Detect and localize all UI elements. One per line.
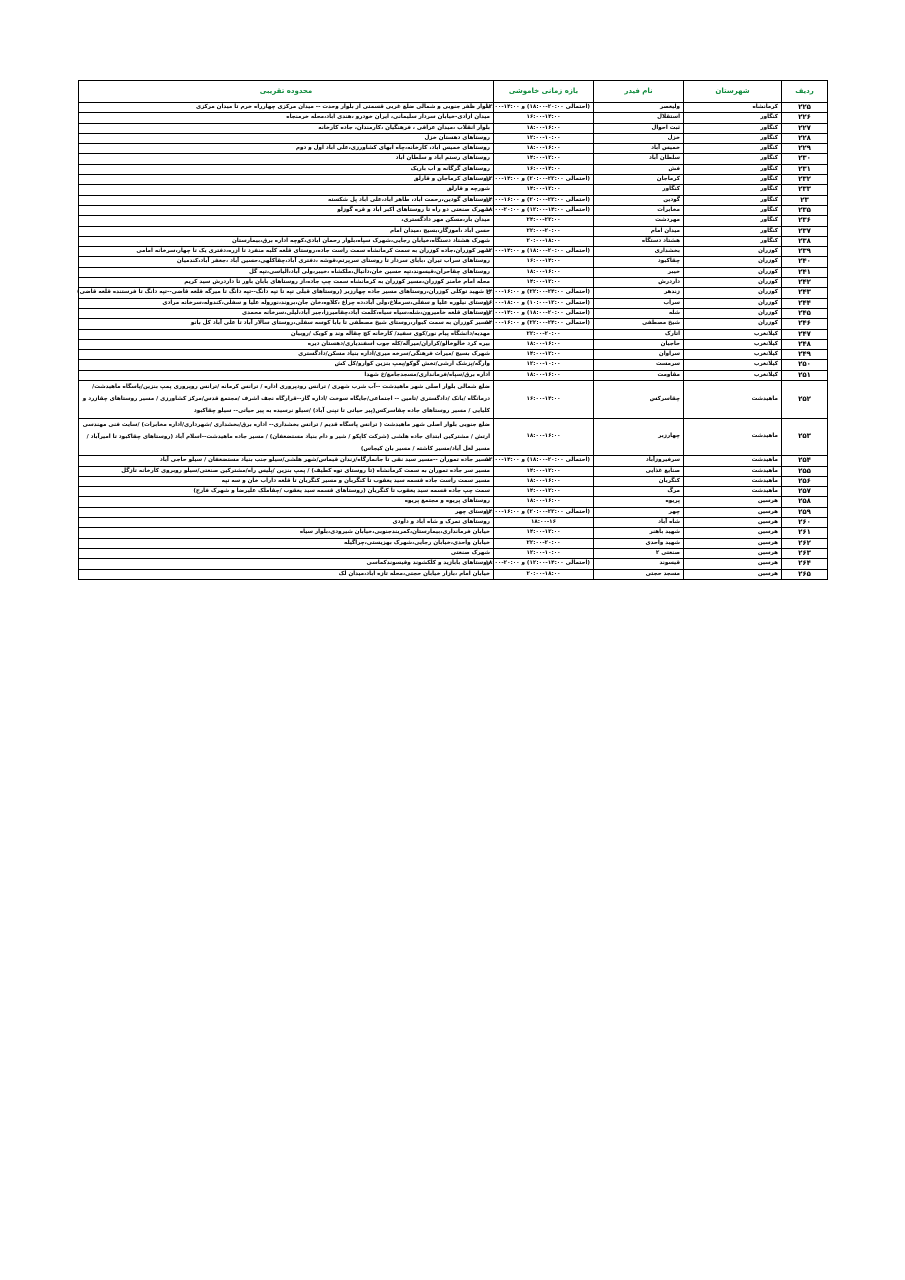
cell-area: سمت چپ جاده قسمه سید یعقوب تا کنگربان (روستاهای قسمه سید یعقوب /چقاملک علیرضا و شهرک فارج) — [79, 487, 494, 497]
cell-radif: ۲۶۱ — [782, 528, 828, 538]
cell-city: کوزران — [684, 319, 782, 329]
table-body — [79, 103, 828, 580]
cell-city: کیلانغرب — [684, 360, 782, 370]
table-row — [79, 216, 828, 226]
cell-area: مهدیه/دانشگاه پیام نور/کوی سفید/ کارخانه کچ چقاله وند و کوبک /روبیان — [79, 329, 494, 339]
cell-feeder: مخابرات — [594, 205, 684, 215]
cell-time: ۱۲:۰۰-۱۰:۰۰ — [494, 548, 594, 558]
cell-area: مسیر سر جاده تموران به سمت کرمانشاه (تا روستای توه کطیف) / پمپ بنزین /پلیس راه/مشترکین صنعتی/سیلو روبروی کارخانه تازگل — [79, 466, 494, 476]
cell-time: ۱۸:۰۰-۱۶:۰۰ — [494, 144, 594, 154]
cell-radif: ۲۴۲ — [782, 278, 828, 288]
cell-radif: ۲۴۹ — [782, 350, 828, 360]
table-row — [79, 154, 828, 164]
cell-radif: ۲۶۲ — [782, 538, 828, 548]
cell-radif: ۲۳ — [782, 195, 828, 205]
table-row — [79, 205, 828, 215]
cell-feeder: بخشداری — [594, 247, 684, 257]
cell-feeder: خیبر — [594, 267, 684, 277]
outage-table — [78, 80, 828, 580]
cell-radif: ۲۴۴ — [782, 298, 828, 308]
cell-time: ۱۴:۰۰-۱۲:۰۰ — [494, 185, 594, 195]
cell-city: ماهیدشت — [684, 418, 782, 456]
cell-radif: ۲۴۳ — [782, 288, 828, 298]
cell-time: ۲۲:۰۰-۲۰:۰۰ — [494, 329, 594, 339]
cell-area: میدان بار،مسکن مهر دادگستری، — [79, 216, 494, 226]
cell-radif: ۲۳۸ — [782, 236, 828, 246]
cell-time: ۱۶:۰۰-۱۴:۰۰ — [494, 164, 594, 174]
cell-area: روستاهای رستم اباد و سلطان اباد — [79, 154, 494, 164]
table-row — [79, 548, 828, 558]
table-row — [79, 381, 828, 419]
table-row — [79, 476, 828, 486]
cell-radif: ۲۶۳ — [782, 548, 828, 558]
table-row — [79, 236, 828, 246]
table-row — [79, 339, 828, 349]
cell-city: کنگاور — [684, 123, 782, 133]
cell-feeder: سراب — [594, 298, 684, 308]
cell-feeder: چهارزبر — [594, 418, 684, 456]
cell-time: ۱۴:۰۰-۱۲:۰۰ — [494, 278, 594, 288]
cell-radif: ۲۵۲ — [782, 381, 828, 419]
table-row — [79, 267, 828, 277]
cell-radif: ۲۵۳ — [782, 418, 828, 456]
cell-city: کنگاور — [684, 113, 782, 123]
cell-time: ۱۸:۰۰-۱۶:۰۰ — [494, 339, 594, 349]
table-row — [79, 329, 828, 339]
cell-city: کوزران — [684, 288, 782, 298]
cell-area: روستاهای سراب تیران ،بابای سردار تا روستای سرپرتم،قوشه ،دفتری آباد،چقاکلهی،حسین آباد ،جعفر آباد،کندمیان — [79, 257, 494, 267]
cell-radif: ۲۶۵ — [782, 569, 828, 579]
table-row — [79, 538, 828, 548]
cell-radif: ۲۵۵ — [782, 466, 828, 476]
cell-radif: ۲۳۱ — [782, 164, 828, 174]
cell-time: ۱۸:۰۰-۱۶:۰۰ — [494, 418, 594, 456]
cell-time: ۱۲:۰۰-۱۰:۰۰ — [494, 133, 594, 143]
cell-city: کیلانغرب — [684, 370, 782, 380]
cell-feeder: مقاومت — [594, 370, 684, 380]
cell-time: ۱۸:۰۰-۱۶:۰۰ — [494, 370, 594, 380]
cell-radif: ۲۳۲ — [782, 175, 828, 185]
cell-feeder: کنگاور — [594, 185, 684, 195]
cell-area: شهرک هشتاد دستگاه،خیابان رجایی،شهرک سپاه،بلوار رحمان ابادی،کوچه اداره برق،بیمارستان — [79, 236, 494, 246]
cell-feeder: خمیس آباد — [594, 144, 684, 154]
cell-city: هرسین — [684, 569, 782, 579]
cell-feeder: ثبت احوال — [594, 123, 684, 133]
header-area: محدوده تقریبی — [79, 81, 494, 103]
cell-area: خ شهید توکلی کوزران،روستاهای مسیر جاده چهارزبر (روستاهای قبلی تپه تا تپه دانگ--تپه دانگ تا میرگه قلعه قاضی--تپه دانگ تا فرستنده قلعه قاضی) — [79, 288, 494, 298]
cell-area: روستاهای دهستان خزل — [79, 133, 494, 143]
cell-area: شهرک صنعتی — [79, 548, 494, 558]
cell-feeder: پریوه — [594, 497, 684, 507]
cell-city: کنگاور — [684, 133, 782, 143]
cell-feeder: مهردشت — [594, 216, 684, 226]
cell-area: اداره برق/سپاه/فرمانداری/مسجدجامع/خ شهدا — [79, 370, 494, 380]
table-row — [79, 497, 828, 507]
cell-radif: ۲۳۹ — [782, 247, 828, 257]
cell-radif: ۲۴۷ — [782, 329, 828, 339]
table-row — [79, 226, 828, 236]
table-row — [79, 308, 828, 318]
cell-area: روستاهای پریوه و مجتمع پریوه — [79, 497, 494, 507]
cell-city: کوزران — [684, 257, 782, 267]
cell-time: ۲۰:۰۰-۱۸:۰۰ — [494, 569, 594, 579]
cell-feeder: شهید واحدی — [594, 538, 684, 548]
table-row — [79, 466, 828, 476]
cell-time: (احتمالی ۱۲:۰۰-۱۰:۰۰) و ۱۸:۰۰-۱۶:۰۰ — [494, 298, 594, 308]
cell-radif: ۲۵۸ — [782, 497, 828, 507]
cell-city: ماهیدشت — [684, 381, 782, 419]
header-row — [79, 81, 828, 103]
cell-city: کنگاور — [684, 205, 782, 215]
cell-time: ۱۶:۰۰-۱۴:۰۰ — [494, 257, 594, 267]
cell-time: ۱۸:۰۰-۱۶:۰۰ — [494, 476, 594, 486]
cell-area: روستاهای قلعه خامیرون،شله،سیاه سیاه،کلمت آباد،چقامیرزا،جبر آباد،لیلی،سرخانه محمدی — [79, 308, 494, 318]
cell-city: هرسین — [684, 528, 782, 538]
cell-time: (احتمالی ۲۲:۰۰-۲۰:۰۰) و ۱۶:۰۰-۱۴:۰۰ — [494, 507, 594, 517]
cell-time: ۱۸:۰۰-۱۶:۰۰ — [494, 497, 594, 507]
table-row — [79, 247, 828, 257]
table-row — [79, 559, 828, 569]
cell-city: کرمانشاه — [684, 103, 782, 113]
table-row — [79, 350, 828, 360]
cell-area: بیره کرد خالوخالو/کراران/میرآله/کله جوب اسفندیاری/دهستان دیره — [79, 339, 494, 349]
cell-feeder: هشتاد دستگاه — [594, 236, 684, 246]
cell-radif: ۲۴۵ — [782, 308, 828, 318]
table-row — [79, 278, 828, 288]
table-row — [79, 487, 828, 497]
cell-city: کوزران — [684, 308, 782, 318]
cell-feeder: میدان امام — [594, 226, 684, 236]
cell-radif: ۲۴۱ — [782, 267, 828, 277]
cell-area: روستاهای کرماجان و قارلق — [79, 175, 494, 185]
cell-city: هرسین — [684, 538, 782, 548]
cell-radif: ۲۲۸ — [782, 133, 828, 143]
table-row — [79, 144, 828, 154]
cell-city: کوزران — [684, 247, 782, 257]
cell-feeder: مسجد حجتی — [594, 569, 684, 579]
cell-radif: ۲۴۰ — [782, 257, 828, 267]
header-city: شهرستان — [684, 81, 782, 103]
cell-radif: ۲۳۵ — [782, 205, 828, 215]
cell-city: کوزران — [684, 278, 782, 288]
cell-feeder: کنگربان — [594, 476, 684, 486]
cell-time: ۱۴:۰۰-۱۲:۰۰ — [494, 154, 594, 164]
cell-time: ۱۴:۰۰-۱۲:۰۰ — [494, 528, 594, 538]
cell-radif: ۲۶۴ — [782, 559, 828, 569]
cell-time: ۲۲:۰۰-۲۰:۰۰ — [494, 538, 594, 548]
cell-city: کیلانغرب — [684, 339, 782, 349]
cell-city: ماهیدشت — [684, 456, 782, 466]
cell-city: هرسین — [684, 497, 782, 507]
cell-feeder: شهید باهنر — [594, 528, 684, 538]
cell-time: ۱۶:۰۰-۱۴:۰۰ — [494, 381, 594, 419]
cell-time: ۱۴:۰۰-۱۲:۰۰ — [494, 350, 594, 360]
cell-feeder: اتارک — [594, 329, 684, 339]
header-feeder: نام فیدر — [594, 81, 684, 103]
table-row — [79, 507, 828, 517]
cell-city: ماهیدشت — [684, 476, 782, 486]
cell-time: ۱۶:۰۰-۱۴:۰۰ — [494, 113, 594, 123]
cell-area: روستاهای بابازید و کلکشوند وقیسوندکماسی — [79, 559, 494, 569]
cell-feeder: ولیعصر — [594, 103, 684, 113]
cell-area: مسیر کوزران به سمت کبوار،روستای شیخ مصطفی تا بابا کوسه سفلی،روستای سالار آباد تا علی آباد کل بانو — [79, 319, 494, 329]
table-row — [79, 319, 828, 329]
cell-time: (احتمالی ۲۲:۰۰-۲۰:۰۰) و ۱۶:۰۰-۱۴:۰۰ — [494, 195, 594, 205]
cell-city: ماهیدشت — [684, 487, 782, 497]
table-row — [79, 113, 828, 123]
cell-city: کنگاور — [684, 236, 782, 246]
cell-time: (احتمالی ۱۴:۰۰-۱۲:۰۰) و ۲۰:۰۰-۱۸:۰۰ — [494, 205, 594, 215]
cell-radif: ۲۵۹ — [782, 507, 828, 517]
cell-city: کنگاور — [684, 216, 782, 226]
cell-feeder: قیسوند — [594, 559, 684, 569]
table-row — [79, 456, 828, 466]
cell-feeder: زندهر — [594, 288, 684, 298]
cell-area: میدان ازادی-خیابان سردار سلیمانی، ایران خودرو ،هندی اباد،محله خرمنجاه — [79, 113, 494, 123]
cell-city: کنگاور — [684, 195, 782, 205]
cell-city: هرسین — [684, 559, 782, 569]
cell-time: ۱۸:۰۰-۱۶ — [494, 518, 594, 528]
cell-radif: ۲۲۶ — [782, 113, 828, 123]
cell-area: شهرک صنعتی دو راه تا روستاهای اکبر اباد و قره گوزلو — [79, 205, 494, 215]
cell-time: ۱۴:۰۰-۱۲:۰۰ — [494, 487, 594, 497]
cell-area: ضلع شمالی بلوار اصلی شهر ماهیدشت --آب شرب شهری / ترانس رودپروری اداره / ترانس کرمانه /ترانس روپروری پمپ بنزین/پاسگاه ماهیدشت/ درمانگاه /بانک /دادگستری /تامین -- اجتماعی/جایگاه سوخت /اداره گاز--قرارگاه نجف اشرف /مجتمع قدس/مرکز کشاورزی / مسیر روستاهای چقازرد و کلیایی / مسیر روستاهای جاده چقاسرکس(پیر حیاتی تا تپنی آباد) /سیلو نرسیده به پیر حیاتی-- سیلو چقاکبود — [79, 381, 494, 419]
cell-feeder: سراوان — [594, 350, 684, 360]
cell-time: (احتمالی ۲۴:۰۰-۲۲:۰۰) و ۱۶:۰۰-۱۴:۰۰ — [494, 319, 594, 329]
cell-area: شهر کوزران،جاده کوزران به سمت کرمانشاه سمت راست جاده،روستای قلعه کلبه منفرد تا ازره،دفتری یک تا چهار،سرخانه امامی — [79, 247, 494, 257]
table-row — [79, 175, 828, 185]
cell-area: ضلع جنوبی بلوار اصلی شهر ماهیدشت ( ترانس پاسگاه قدیم / ترانس بخشداری-- اداره برق/بخشداری /شهرداری/اداره مخابرات) /سایت فنی مهندسی ارتش / مشترکین ابتدای جاده هلشی (شرکت کاپکو / شیر و دام بنیاد مستضعفان) / مسیر جاده ماهیدشت--اسلام آباد (روستاهای چقاکبود تا امیرآباد / مسیر لعل آباد/مسیر کاشته / مسیر بان کیجاس) — [79, 418, 494, 456]
cell-area: حسن اباد ،اموزگار،بسیج ،میدان امام — [79, 226, 494, 236]
cell-feeder: مرگ — [594, 487, 684, 497]
cell-feeder: چهر — [594, 507, 684, 517]
cell-feeder: صنایع غذایی — [594, 466, 684, 476]
cell-area: بلوار ظفر جنوبی و شمالی ضلع غربی قسمتی از بلوار وحدت -- میدان مرکزی چهارراه خرم تا میدان مرکزی — [79, 103, 494, 113]
cell-radif: ۲۳۳ — [782, 185, 828, 195]
cell-radif: ۲۲۵ — [782, 103, 828, 113]
cell-time: ۲۴:۰۰-۲۲:۰۰ — [494, 216, 594, 226]
cell-radif: ۲۳۷ — [782, 226, 828, 236]
cell-area: روستاهای گرگانه و اب باریک — [79, 164, 494, 174]
cell-area: روستای چهر — [79, 507, 494, 517]
cell-time: ۲۲:۰۰-۲۰:۰۰ — [494, 226, 594, 236]
cell-city: کنگاور — [684, 164, 782, 174]
cell-city: هرسین — [684, 518, 782, 528]
outage-schedule-sheet — [78, 80, 827, 580]
cell-area: خیابان امام ،بازار خیابان حجتی،محله تازه اباد،میدان لک — [79, 569, 494, 579]
table-row — [79, 518, 828, 528]
cell-time: (احتمالی ۱۴:۰۰-۱۲:۰۰) و ۲۰:۰۰-۱۸:۰۰ — [494, 559, 594, 569]
cell-radif: ۲۵۶ — [782, 476, 828, 486]
cell-area: محله امام خامنر کوزران،مسیر کوزران به کرمانشاه سمت چپ جاده،از روستاهای بابان باور تا داردرش سید کریم — [79, 278, 494, 288]
table-row — [79, 418, 828, 456]
cell-city: کنگاور — [684, 144, 782, 154]
cell-feeder: چقاکبود — [594, 257, 684, 267]
cell-time: ۱۴:۰۰-۱۲:۰۰ — [494, 466, 594, 476]
cell-city: هرسین — [684, 507, 782, 517]
cell-feeder: حاجیان — [594, 339, 684, 349]
cell-area: مسیر سمت راست جاده قسمه سید یعقوب تا کنگربان و مسیر کنگربان تا قلعه داراب خان و سه تپه — [79, 476, 494, 486]
cell-area: بلوار انقلاب ،میدان عراقی ، فرهنگیان ،کارمندان، جاده کارخانه — [79, 123, 494, 133]
cell-feeder: گودین — [594, 195, 684, 205]
cell-time: (احتمالی ۲۰:۰۰-۱۸:۰۰) و ۱۴:۰۰-۱۲:۰۰ — [494, 103, 594, 113]
cell-area: مسیر جاده تموران --مسیر سید نقی تا جانمارگاه/زندان قیماس/شهر هلشی/سیلو جنب بنیاد مستضعفان / سیلو حاجی آباد — [79, 456, 494, 466]
cell-city: کیلانغرب — [684, 350, 782, 360]
table-row — [79, 103, 828, 113]
cell-time: ۱۸:۰۰-۱۶:۰۰ — [494, 267, 594, 277]
table-row — [79, 370, 828, 380]
cell-time: (احتمالی ۲۲:۰۰-۲۰:۰۰) و ۱۴:۰۰-۱۲:۰۰ — [494, 175, 594, 185]
table-row — [79, 164, 828, 174]
cell-feeder: خزل — [594, 133, 684, 143]
cell-radif: ۲۵۱ — [782, 370, 828, 380]
cell-city: کنگاور — [684, 185, 782, 195]
cell-area: روستای نیلوره علیا و سفلی،سرملاخ،ولی آباد،ده چراغ ،کلاوه،خان جان،بروند،نوروله علیا و سفلی،کندوله،سرخانه مرادی — [79, 298, 494, 308]
cell-area: روستاهای خمیس اباد، کارخانه،چاه ابهای کشاورزی،علی اباد اول و دوم — [79, 144, 494, 154]
cell-radif: ۲۶۰ — [782, 518, 828, 528]
cell-city: کنگاور — [684, 175, 782, 185]
cell-feeder: چقاسرکس — [594, 381, 684, 419]
cell-radif: ۲۵۰ — [782, 360, 828, 370]
cell-feeder: شله — [594, 308, 684, 318]
table-row — [79, 185, 828, 195]
cell-city: ماهیدشت — [684, 466, 782, 476]
table-row — [79, 288, 828, 298]
cell-time: (احتمالی ۲۴:۰۰-۲۲:۰۰) و ۱۶:۰۰-۱۴:۰۰ — [494, 288, 594, 298]
cell-area: روستاهای تمرک و شاه اباد و داودی — [79, 518, 494, 528]
cell-feeder: سرمست — [594, 360, 684, 370]
cell-time: (احتمالی ۲۰:۰۰-۱۸:۰۰) و ۱۴:۰۰-۱۲:۰۰ — [494, 247, 594, 257]
cell-feeder: فش — [594, 164, 684, 174]
cell-radif: ۲۵۷ — [782, 487, 828, 497]
cell-city: کیلانغرب — [684, 329, 782, 339]
cell-city: کنگاور — [684, 226, 782, 236]
table-row — [79, 528, 828, 538]
table-row — [79, 257, 828, 267]
cell-radif: ۲۲۷ — [782, 123, 828, 133]
cell-time: ۲۰:۰۰-۱۸:۰۰ — [494, 236, 594, 246]
cell-feeder: سلطان آباد — [594, 154, 684, 164]
cell-feeder: سرفیروزآباد — [594, 456, 684, 466]
cell-radif: ۲۲۹ — [782, 144, 828, 154]
cell-time: ۱۲:۰۰-۱۰:۰۰ — [494, 360, 594, 370]
cell-city: کوزران — [684, 298, 782, 308]
cell-radif: ۲۴۶ — [782, 319, 828, 329]
cell-area: خیابان فرمانداری،بیمارستان،کمربندجنوبی،خیابان شیرودی،بلوار سیاه — [79, 528, 494, 538]
cell-time: (احتمالی ۲۰:۰۰-۱۸:۰۰) و ۱۴:۰۰-۱۲:۰۰ — [494, 308, 594, 318]
cell-feeder: شاه آباد — [594, 518, 684, 528]
cell-time: ۱۸:۰۰-۱۶:۰۰ — [494, 123, 594, 133]
table-row — [79, 195, 828, 205]
cell-radif: ۲۳۰ — [782, 154, 828, 164]
header-time: بازه زمانی خاموشی — [494, 81, 594, 103]
table-row — [79, 360, 828, 370]
cell-feeder: شیخ مصطفی — [594, 319, 684, 329]
cell-feeder: استقلال — [594, 113, 684, 123]
table-row — [79, 133, 828, 143]
table-row — [79, 298, 828, 308]
cell-feeder: کرماجان — [594, 175, 684, 185]
cell-feeder: داردرش — [594, 278, 684, 288]
cell-radif: ۲۳۶ — [782, 216, 828, 226]
cell-area: خیابان واحدی،خیابان رجایی،شهرک بهزیستی،چراگیله — [79, 538, 494, 548]
cell-feeder: صنعتی ۲ — [594, 548, 684, 558]
cell-area: وارگه/پزشک ارشی/تخش گوکو/پمپ بنزین کوارو/کل کش — [79, 360, 494, 370]
cell-area: روستاهای گودین،رحمت اباد، طاهر اباد،علی اباد پل شکسته — [79, 195, 494, 205]
table-row — [79, 569, 828, 579]
cell-radif: ۲۴۸ — [782, 339, 828, 349]
cell-city: کوزران — [684, 267, 782, 277]
cell-radif: ۲۵۴ — [782, 456, 828, 466]
table-row — [79, 123, 828, 133]
cell-city: هرسین — [684, 548, 782, 558]
cell-area: روستاهای چقاحران،قیسوند،تپه حسین خان،دانیال،ملکشاه ،خیبر،ولی آباد،الیاسی،تپه گل — [79, 267, 494, 277]
cell-time: (احتمالی ۲۰:۰۰-۱۸:۰۰) و ۱۴:۰۰-۱۲:۰۰ — [494, 456, 594, 466]
cell-area: شورچه و قارلق — [79, 185, 494, 195]
cell-city: کنگاور — [684, 154, 782, 164]
cell-area: شهرک بسیج /میراث فرهنگی/سرخه میری/اداره بنیاد مسکن/دادگستری — [79, 350, 494, 360]
header-radif: ردیف — [782, 81, 828, 103]
